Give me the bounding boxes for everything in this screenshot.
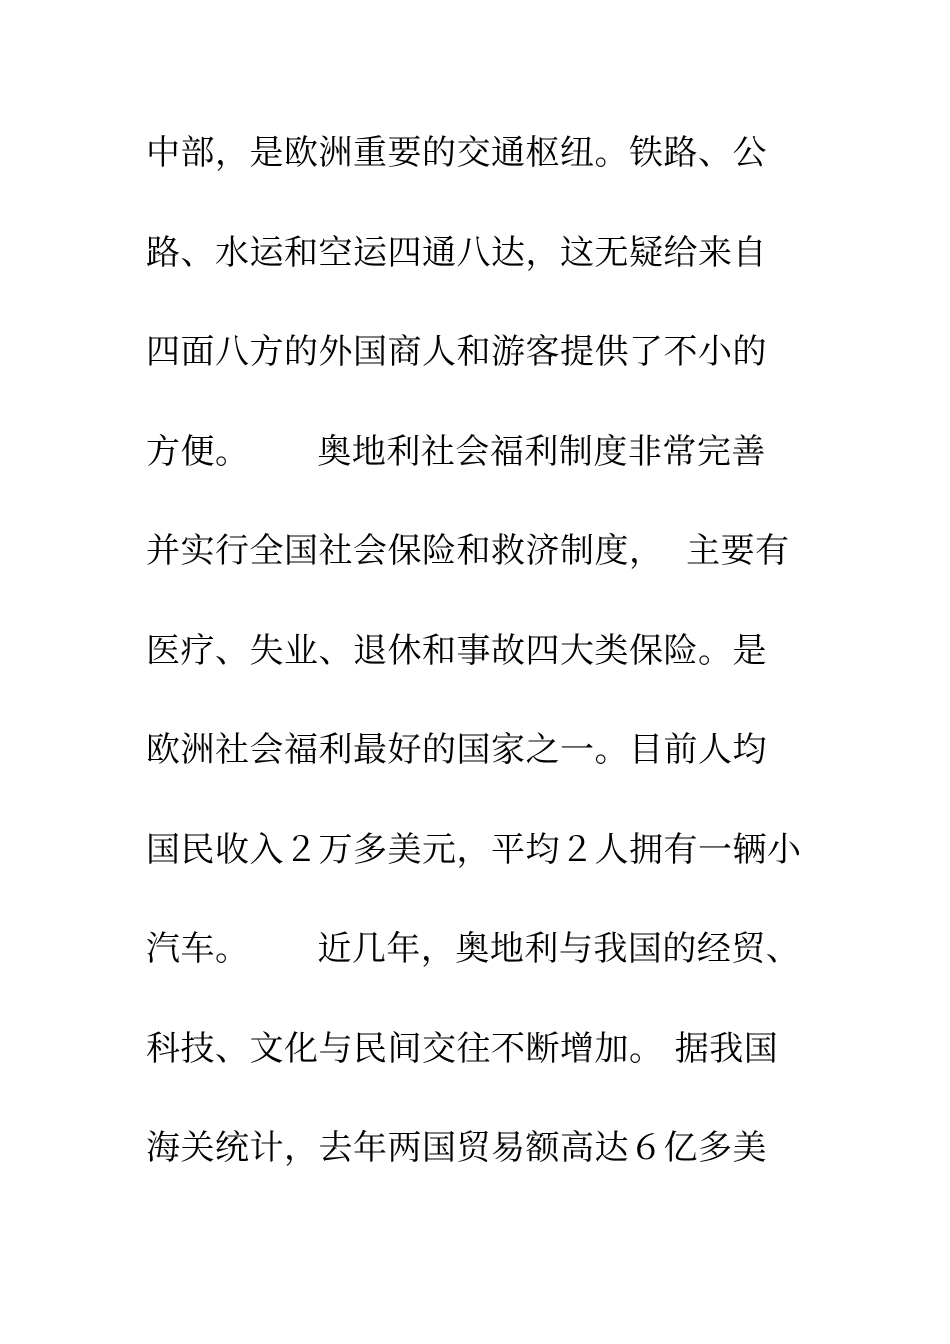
text-line-11: 海关统计，去年两国贸易额高达６亿多美	[146, 1128, 767, 1168]
text-line-6: 医疗、失业、退休和事故四大类保险。是	[146, 630, 767, 671]
text-line-1: 中部，是欧洲重要的交通枢纽。铁路、公	[146, 133, 767, 173]
text-line-3: 四面八方的外国商人和游客提供了不小的	[146, 332, 767, 372]
text-line-4: 方便。 奥地利社会福利制度非常完善	[146, 431, 766, 472]
text-line-10: 科技、文化与民间交往不断增加。 据我国	[146, 1028, 779, 1069]
text-line-2: 路、水运和空运四通八达，这无疑给来自	[146, 232, 767, 273]
text-line-9: 汽车。 近几年，奥地利与我国的经贸、	[146, 929, 801, 969]
text-line-7: 欧洲社会福利最好的国家之一。目前人均	[146, 730, 767, 770]
text-line-8: 国民收入２万多美元，平均２人拥有一辆小	[146, 829, 802, 870]
text-line-5: 并实行全国社会保险和救济制度， 主要有	[146, 531, 790, 571]
body-text	[146, 126, 926, 1221]
